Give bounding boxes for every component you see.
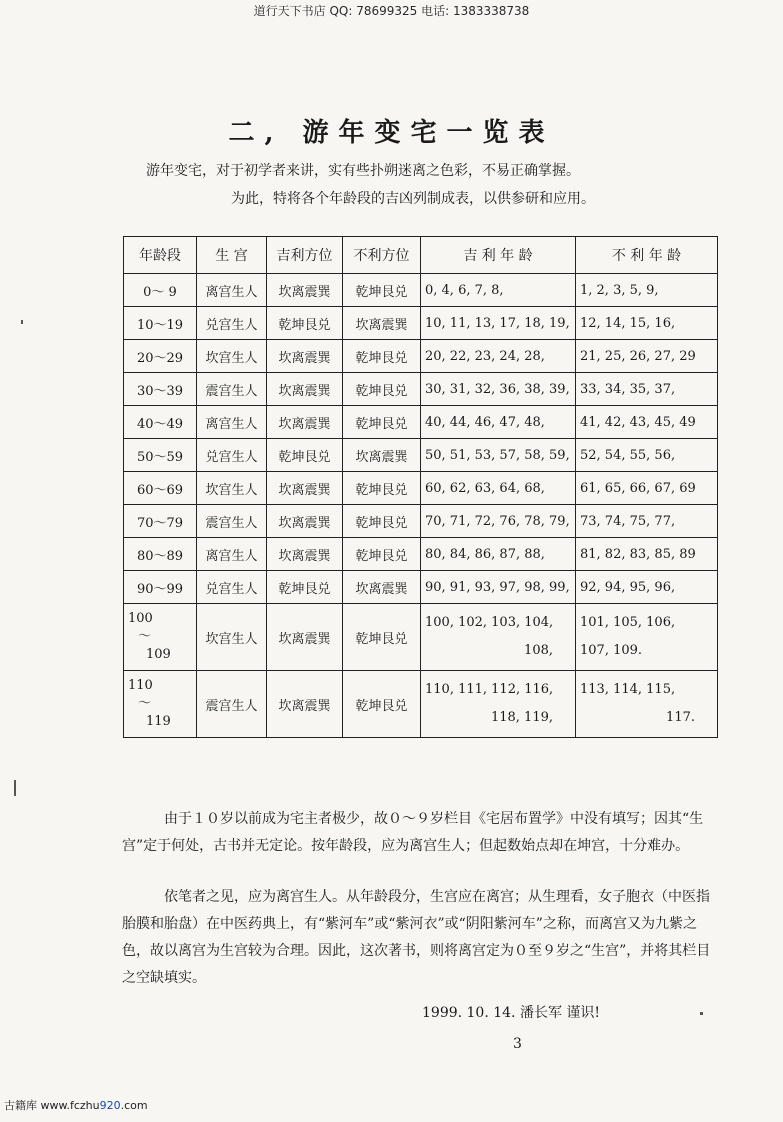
header-good-ages: 吉 利 年 龄 [421, 237, 576, 274]
cell-bad-ages: 92, 94, 95, 96, [576, 571, 718, 604]
cell-bad-direction: 乾坤艮兑 [343, 604, 421, 671]
cell-bad-ages: 41, 42, 43, 45, 49 [576, 406, 718, 439]
age-range-part: 109 [146, 647, 171, 662]
header-bad-direction: 不利方位 [343, 237, 421, 274]
cell-bad-direction: 乾坤艮兑 [343, 406, 421, 439]
cell-palace: 兑宫生人 [197, 571, 267, 604]
footer-url-a: www.fczhu [40, 1099, 100, 1112]
cell-bad-ages: 12, 14, 15, 16, [576, 307, 718, 340]
scan-mark [21, 320, 23, 324]
cell-age-range: 90～99 [124, 571, 197, 604]
table-row [124, 340, 718, 373]
cell-palace: 离宫生人 [197, 274, 267, 307]
cell-age-range: 60～69 [124, 472, 197, 505]
cell-bad-direction: 坎离震巽 [343, 307, 421, 340]
table-header-row [124, 237, 718, 274]
page-header: 道行天下书店 QQ: 78699325 电话: 1383338738 [253, 4, 530, 18]
paragraph-1: 由于１０岁以前成为宅主者极少，故０～９岁栏目《宅居布置学》中没有填写；因其“生宫”定于何处，古书并无定论。按年龄段，应为离宫生人；但起数始点却在坤宫，十分难办。 [122, 811, 704, 854]
cell-good-ages: 10, 11, 13, 17, 18, 19, [421, 307, 576, 340]
cell-palace: 离宫生人 [197, 538, 267, 571]
cell-bad-ages: 21, 25, 26, 27, 29 [576, 340, 718, 373]
cell-age-range [124, 604, 197, 671]
age-list-line: 113, 114, 115, [580, 682, 676, 697]
age-range-part: ～ [138, 629, 152, 644]
cell-palace: 震宫生人 [197, 671, 267, 738]
footer-site-name: 古籍库 [4, 1099, 37, 1112]
age-list-line: 108, [524, 643, 553, 658]
cell-age-range: 80～89 [124, 538, 197, 571]
cell-palace: 离宫生人 [197, 406, 267, 439]
scan-mark [700, 1012, 703, 1015]
age-list-line: 101, 105, 106, [580, 615, 676, 630]
intro-line-1: 游年变宅，对于初学者来讲，实有些扑朔迷离之色彩，不易正确掌握。 [146, 163, 580, 179]
cell-bad-direction: 乾坤艮兑 [343, 274, 421, 307]
cell-bad-ages: 61, 65, 66, 67, 69 [576, 472, 718, 505]
header-good-direction: 吉利方位 [267, 237, 343, 274]
cell-bad-direction: 乾坤艮兑 [343, 671, 421, 738]
table-row [124, 307, 718, 340]
age-list-line: 117. [666, 710, 695, 725]
cell-good-direction: 坎离震巽 [267, 472, 343, 505]
intro-line-2: 为此，特将各个年龄段的吉凶列制成表，以供参研和应用。 [231, 191, 595, 207]
age-list-line: 110, 111, 112, 116, [425, 682, 554, 697]
cell-good-ages: 70, 71, 72, 76, 78, 79, [421, 505, 576, 538]
table-row [124, 439, 718, 472]
age-range-part: 119 [146, 714, 171, 729]
table-row [124, 472, 718, 505]
cell-good-direction: 乾坤艮兑 [267, 307, 343, 340]
age-range-part: 110 [128, 678, 153, 693]
cell-age-range: 40～49 [124, 406, 197, 439]
footer-watermark [4, 1097, 148, 1113]
cell-palace: 坎宫生人 [197, 472, 267, 505]
page-title: 二, 游年变宅一览表 [228, 118, 555, 148]
cell-good-direction: 坎离震巽 [267, 340, 343, 373]
cell-age-range [124, 671, 197, 738]
table-row [124, 505, 718, 538]
cell-good-ages [421, 604, 576, 671]
footer-url-b: 920 [99, 1099, 121, 1112]
cell-good-ages: 50, 51, 53, 57, 58, 59, [421, 439, 576, 472]
cell-bad-ages: 1, 2, 3, 5, 9, [576, 274, 718, 307]
cell-age-range: 70～79 [124, 505, 197, 538]
cell-bad-direction: 乾坤艮兑 [343, 505, 421, 538]
cell-palace: 坎宫生人 [197, 604, 267, 671]
cell-good-direction: 坎离震巽 [267, 671, 343, 738]
cell-bad-direction: 乾坤艮兑 [343, 538, 421, 571]
age-list-line: 107, 109. [580, 643, 643, 658]
cell-bad-ages: 73, 74, 75, 77, [576, 505, 718, 538]
cell-age-range: 30～39 [124, 373, 197, 406]
cell-good-ages: 60, 62, 63, 64, 68, [421, 472, 576, 505]
table-row [124, 604, 718, 671]
age-list-line: 118, 119, [490, 710, 553, 725]
cell-bad-direction: 乾坤艮兑 [343, 340, 421, 373]
cell-age-range: 10～19 [124, 307, 197, 340]
table-row [124, 373, 718, 406]
page-number: 3 [513, 1036, 522, 1052]
header-palace: 生 宫 [197, 237, 267, 274]
cell-bad-ages: 33, 34, 35, 37, [576, 373, 718, 406]
cell-palace: 震宫生人 [197, 373, 267, 406]
cell-good-direction: 坎离震巽 [267, 505, 343, 538]
cell-bad-ages [576, 604, 718, 671]
cell-bad-direction: 坎离震巽 [343, 439, 421, 472]
cell-bad-direction: 乾坤艮兑 [343, 472, 421, 505]
cell-good-direction: 坎离震巽 [267, 406, 343, 439]
cell-palace: 震宫生人 [197, 505, 267, 538]
table-row [124, 274, 718, 307]
cell-good-ages: 30, 31, 32, 36, 38, 39, [421, 373, 576, 406]
cell-bad-ages: 81, 82, 83, 85, 89 [576, 538, 718, 571]
cell-good-ages: 80, 84, 86, 87, 88, [421, 538, 576, 571]
youyear-table [123, 236, 718, 738]
cell-good-ages: 40, 44, 46, 47, 48, [421, 406, 576, 439]
cell-bad-direction: 乾坤艮兑 [343, 373, 421, 406]
cell-bad-ages [576, 671, 718, 738]
scan-mark [14, 780, 16, 796]
cell-bad-ages: 52, 54, 55, 56, [576, 439, 718, 472]
header-age-range: 年龄段 [124, 237, 197, 274]
age-range-part: ～ [138, 696, 152, 711]
header-bad-ages: 不 利 年 龄 [576, 237, 718, 274]
table-row [124, 571, 718, 604]
age-range-part: 100 [128, 611, 153, 626]
age-list-line: 100, 102, 103, 104, [425, 615, 554, 630]
cell-palace: 兑宫生人 [197, 307, 267, 340]
signature: 1999. 10. 14. 潘长军 谨识! [422, 1005, 601, 1021]
footer-url-c: .com [120, 1099, 148, 1112]
table-row [124, 406, 718, 439]
cell-good-direction: 坎离震巽 [267, 373, 343, 406]
cell-age-range: 50～59 [124, 439, 197, 472]
cell-good-direction: 坎离震巽 [267, 274, 343, 307]
table-row [124, 538, 718, 571]
cell-bad-direction: 坎离震巽 [343, 571, 421, 604]
cell-age-range: 0～ 9 [124, 274, 197, 307]
cell-good-ages: 0, 4, 6, 7, 8, [421, 274, 576, 307]
cell-palace: 兑宫生人 [197, 439, 267, 472]
cell-palace: 坎宫生人 [197, 340, 267, 373]
cell-good-direction: 坎离震巽 [267, 538, 343, 571]
cell-good-ages: 90, 91, 93, 97, 98, 99, [421, 571, 576, 604]
cell-good-ages [421, 671, 576, 738]
paragraph-2: 依笔者之见，应为离宫生人。从年龄段分，生宫应在离宫；从生理看，女子胞衣（中医指胎膜和胎盘）在中医药典上，有“紫河车”或“紫河衣”或“阴阳紫河车”之称，而离宫又为九紫之色，故以离宫为生宫较为合理。因此，这次著书，则将离宫定为０至９岁之“生宫”，并将其栏目之空缺填实。 [122, 889, 711, 986]
cell-good-direction: 乾坤艮兑 [267, 439, 343, 472]
cell-good-direction: 乾坤艮兑 [267, 571, 343, 604]
cell-good-direction: 坎离震巽 [267, 604, 343, 671]
cell-good-ages: 20, 22, 23, 24, 28, [421, 340, 576, 373]
table-row [124, 671, 718, 738]
cell-age-range: 20～29 [124, 340, 197, 373]
